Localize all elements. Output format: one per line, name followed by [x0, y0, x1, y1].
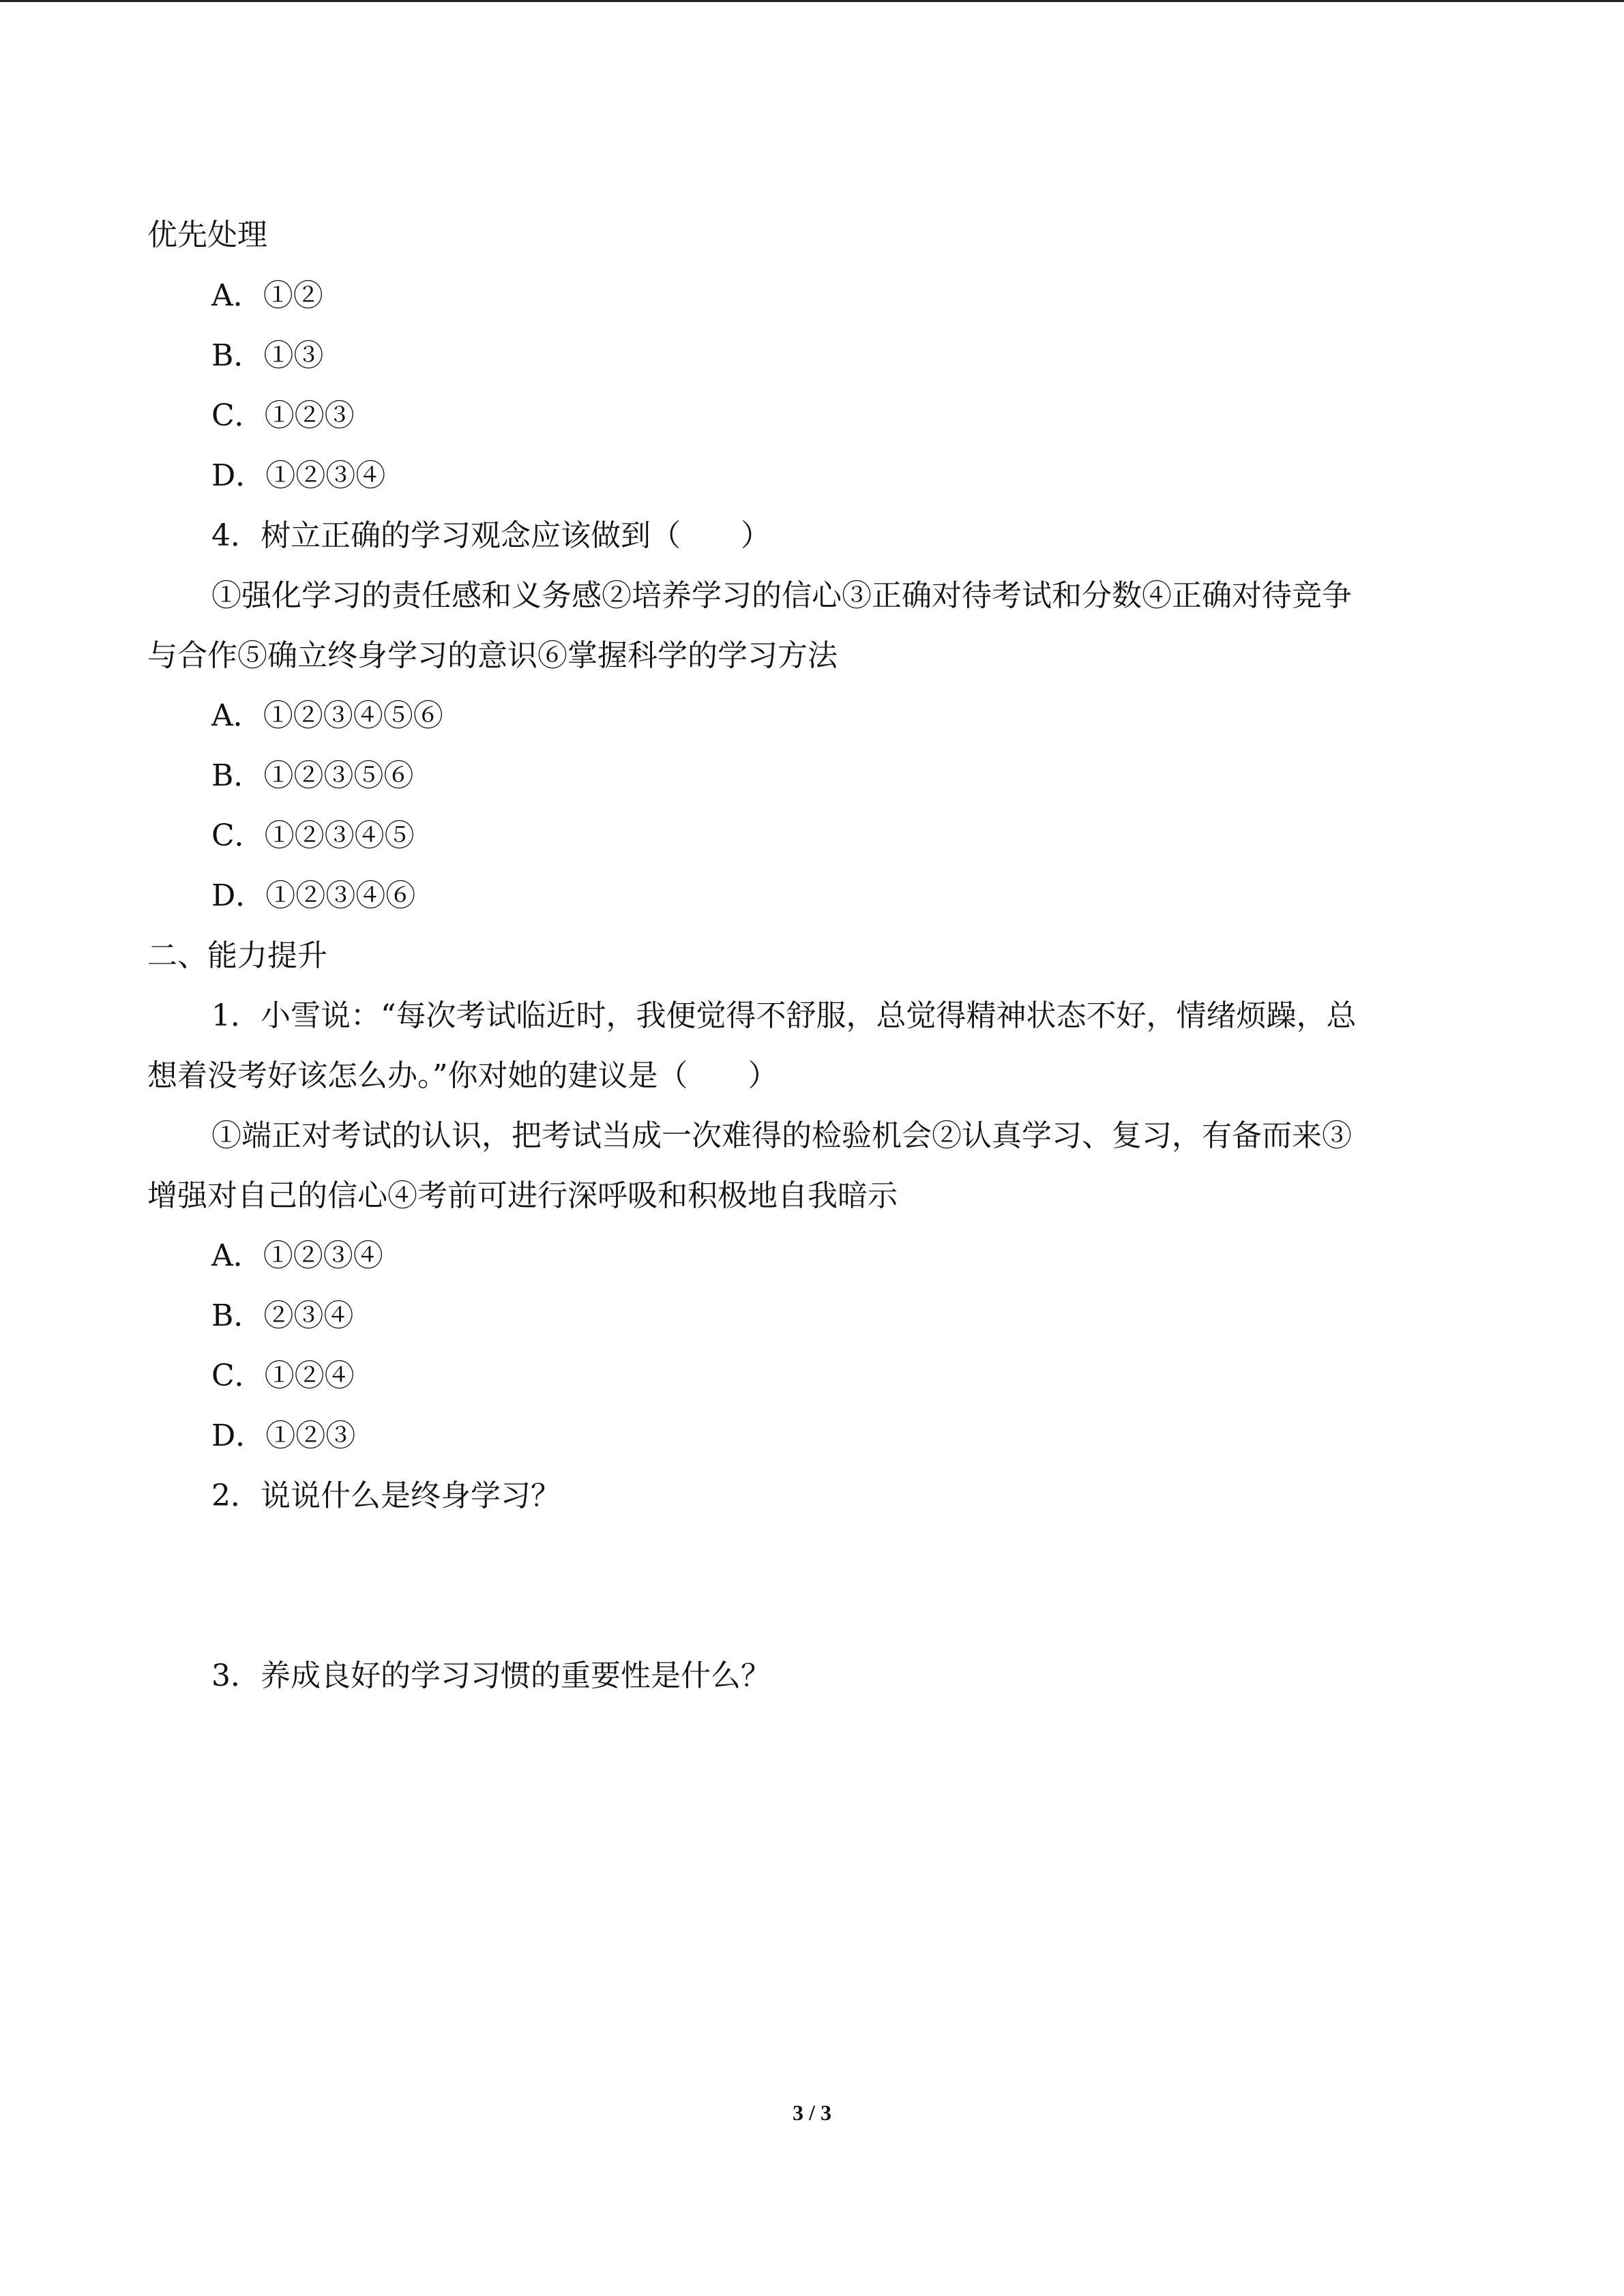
s2-q1-items-line1: ①端正对考试的认识，把考试当成一次难得的检验机会②认真学习、复习，有备而来③: [211, 1118, 1352, 1153]
q4-option-a: A．①②③④⑤⑥: [211, 698, 443, 733]
q4-option-d: D．①②③④⑥: [211, 878, 416, 913]
s2-q2-text: 2．说说什么是终身学习？: [211, 1478, 561, 1513]
q4-items-line2: 与合作⑤确立终身学习的意识⑥掌握科学的学习方法: [147, 638, 838, 673]
page-number: 3 / 3: [793, 2100, 831, 2125]
q4-option-b: B．①②③⑤⑥: [211, 758, 414, 793]
q4-items-line1: ①强化学习的责任感和义务感②培养学习的信心③正确对待考试和分数④正确对待竞争: [211, 578, 1352, 613]
q4-stem: 4．树立正确的学习观念应该做到（ ）: [211, 518, 771, 553]
s2-q1-option-a: A．①②③④: [211, 1238, 383, 1273]
section2-heading: 二、能力提升: [147, 938, 327, 973]
q4-option-c: C．①②③④⑤: [211, 818, 415, 853]
s2-q1-stem-line2: 想着没考好该怎么办。”你对她的建议是（ ）: [147, 1058, 778, 1093]
s2-q1-items-line2: 增强对自己的信心④考前可进行深呼吸和积极地自我暗示: [147, 1178, 898, 1213]
s2-q1-option-c: C．①②④: [211, 1358, 355, 1393]
q3-option-b: B．①③: [211, 338, 324, 373]
q3-option-d: D．①②③④: [211, 458, 386, 493]
s2-q1-option-b: B．②③④: [211, 1298, 354, 1333]
s2-q3-text: 3．养成良好的学习习惯的重要性是什么？: [211, 1658, 771, 1693]
s2-q1-stem-line1: 1．小雪说：“每次考试临近时，我便觉得不舒服，总觉得精神状态不好，情绪烦躁，总: [211, 998, 1357, 1033]
top-border: [0, 0, 1624, 2]
q3-option-c: C．①②③: [211, 398, 355, 433]
s2-q1-option-d: D．①②③: [211, 1418, 356, 1453]
q3-option-a: A．①②: [211, 278, 323, 313]
q3-tail-text: 优先处理: [147, 218, 267, 252]
